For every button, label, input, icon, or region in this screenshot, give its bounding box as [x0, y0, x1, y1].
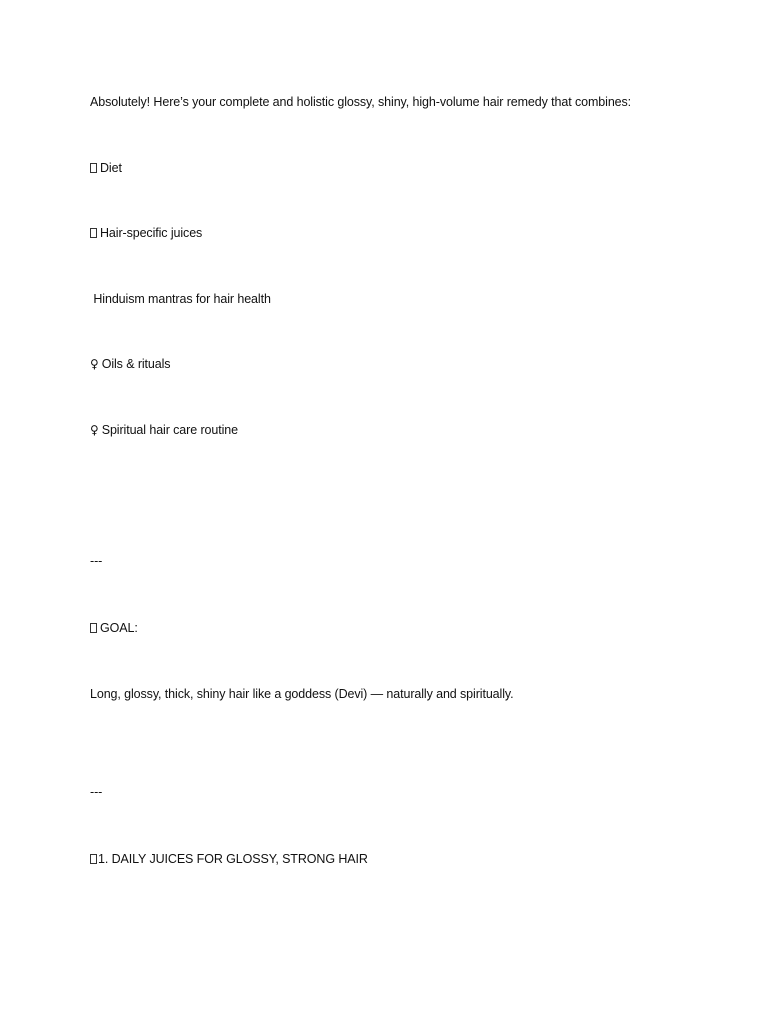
list-item-diet	[90, 160, 122, 176]
list-item-mantras	[90, 291, 271, 307]
section-1-heading	[90, 851, 368, 867]
missing-glyph-icon	[90, 623, 97, 633]
list-item-routine	[90, 422, 238, 438]
list-item-text: Hinduism mantras for hair health	[90, 292, 271, 306]
goal-heading-text: GOAL:	[100, 621, 138, 635]
list-item-text: Oils & rituals	[101, 357, 171, 371]
list-item-juices	[90, 225, 202, 241]
missing-glyph-icon	[90, 854, 97, 864]
separator-1: ---	[90, 554, 103, 568]
list-item-oils	[90, 356, 170, 372]
intro-paragraph: Absolutely! Here’s your complete and holistic glossy, shiny, high-volume hair remedy that combines:	[90, 95, 632, 109]
missing-glyph-icon	[90, 228, 97, 238]
separator-2: ---	[90, 785, 103, 799]
section-1-heading-text: 1. DAILY JUICES FOR GLOSSY, STRONG HAIR	[98, 852, 368, 866]
list-item-text: Diet	[100, 161, 122, 175]
goal-text: Long, glossy, thick, shiny hair like a goddess (Devi) — naturally and spiritually.	[90, 687, 514, 701]
goal-heading	[90, 620, 138, 636]
female-sign-icon: ♀	[90, 423, 99, 437]
list-item-text: Hair-specific juices	[100, 226, 203, 240]
list-item-text: Spiritual hair care routine	[101, 423, 238, 437]
female-sign-icon: ♀	[90, 357, 99, 371]
missing-glyph-icon	[90, 163, 97, 173]
